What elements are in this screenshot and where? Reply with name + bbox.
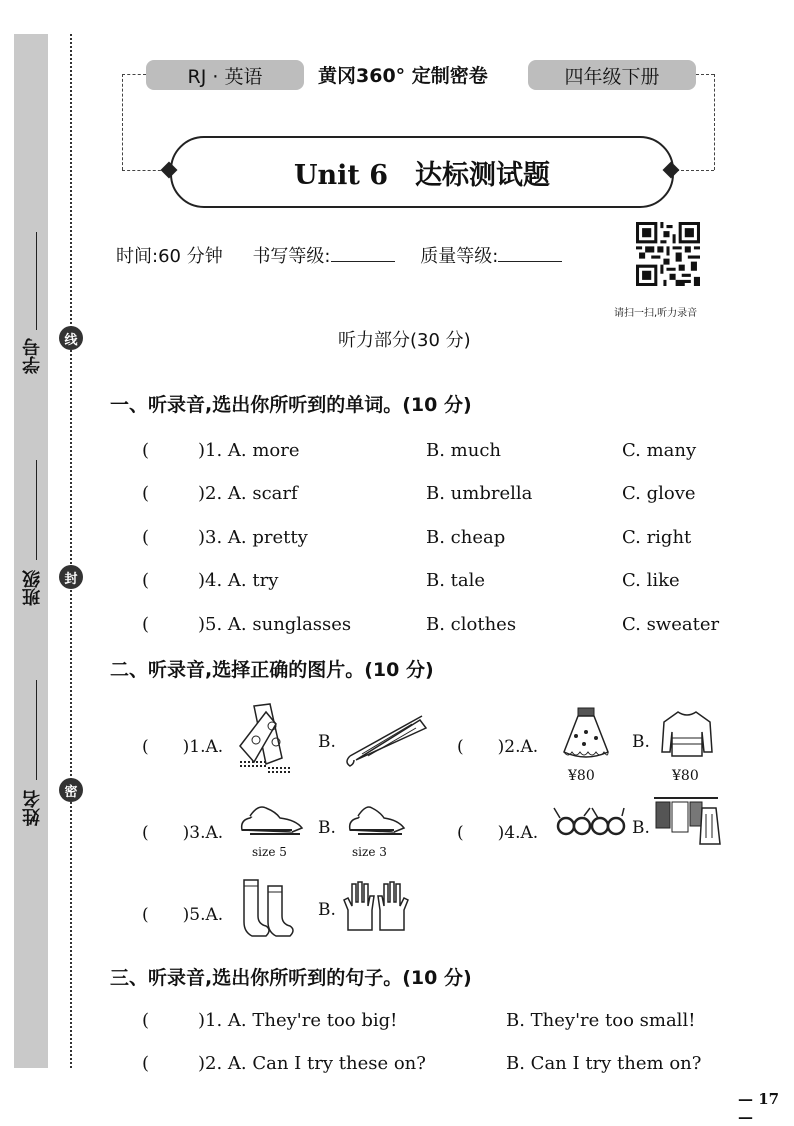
cut-line: [70, 34, 72, 1068]
option-a: )4. A. try: [198, 570, 279, 591]
option-b: B. They're too small!: [506, 1010, 696, 1031]
exam-meta: [116, 242, 582, 268]
qr-code-icon[interactable]: [636, 222, 700, 286]
answer-paren[interactable]: (: [142, 614, 150, 635]
q1-b-label: B.: [318, 732, 336, 752]
header-dash: [714, 74, 715, 170]
answer-paren[interactable]: (: [142, 570, 150, 591]
q4-label: ( )4.A.: [457, 823, 539, 843]
option-c: C. glove: [622, 483, 696, 504]
shoes-size3-icon[interactable]: [344, 800, 408, 840]
option-a: )3. A. pretty: [198, 527, 308, 548]
student-id-label: 学号: [22, 338, 43, 374]
seal-mark-secret: 密: [59, 778, 83, 802]
grade-badge: 四年级下册: [528, 60, 696, 90]
option-b: B. much: [426, 440, 502, 461]
option-a: )2. A. Can I try these on?: [198, 1053, 426, 1074]
student-id-blank: [36, 232, 37, 330]
subject-badge: RJ · 英语: [146, 60, 304, 90]
q3-label: ( )3.A.: [142, 823, 224, 843]
seal-mark-seal: 封: [59, 565, 83, 589]
writing-grade-blank[interactable]: [331, 247, 395, 262]
option-a: )1. A. They're too big!: [198, 1010, 398, 1031]
scarf-icon[interactable]: [232, 702, 300, 782]
glasses-icon[interactable]: [552, 806, 626, 838]
binding-strip: [14, 34, 48, 1068]
quality-grade-label: 质量等级:: [420, 246, 499, 267]
skirt-icon[interactable]: [556, 704, 616, 766]
header-dash: [676, 170, 714, 171]
class-label: 班级: [22, 570, 43, 606]
answer-paren[interactable]: (: [142, 483, 150, 504]
price-a: ¥80: [568, 768, 595, 784]
seal-mark-line: 线: [59, 326, 83, 350]
option-c: C. sweater: [622, 614, 720, 635]
gloves-icon[interactable]: [342, 880, 410, 936]
header-dash: [122, 74, 146, 75]
answer-paren[interactable]: (: [142, 1053, 150, 1074]
q5-label: ( )5.A.: [142, 905, 224, 925]
qr-caption: 请扫一扫,听力录音: [614, 308, 698, 319]
option-b: B. umbrella: [426, 483, 533, 504]
option-c: C. right: [622, 527, 692, 548]
q3-b-label: B.: [318, 818, 336, 838]
header-dash: [696, 74, 714, 75]
option-c: C. many: [622, 440, 697, 461]
clothes-rack-icon[interactable]: [650, 794, 722, 846]
series-title: 黄冈360° 定制密卷: [318, 65, 488, 87]
size-a: size 5: [252, 845, 287, 859]
section2-heading: 二、听录音,选择正确的图片。(10 分): [110, 659, 434, 681]
q2-label: ( )2.A.: [457, 737, 539, 757]
umbrella-icon[interactable]: [342, 712, 428, 768]
time-label: 时间:60 分钟: [116, 246, 223, 267]
option-c: C. like: [622, 570, 680, 591]
option-a: )2. A. scarf: [198, 483, 298, 504]
q1-label: ( )1.A.: [142, 737, 224, 757]
option-a: )5. A. sunglasses: [198, 614, 352, 635]
name-label: 姓名: [22, 790, 43, 826]
size-b: size 3: [352, 845, 387, 859]
option-b: B. clothes: [426, 614, 517, 635]
option-b: B. tale: [426, 570, 486, 591]
q5-b-label: B.: [318, 900, 336, 920]
header-dash: [122, 74, 123, 170]
price-b: ¥80: [672, 768, 699, 784]
section1-heading: 一、听录音,选出你所听到的单词。(10 分): [110, 394, 472, 416]
q2-b-label: B.: [632, 732, 650, 752]
name-blank: [36, 680, 37, 780]
socks-icon[interactable]: [238, 876, 298, 940]
option-b: B. cheap: [426, 527, 506, 548]
answer-paren[interactable]: (: [142, 440, 150, 461]
class-blank: [36, 460, 37, 560]
option-a: )1. A. more: [198, 440, 300, 461]
header-dash: [122, 170, 166, 171]
shoes-size5-icon[interactable]: [236, 800, 306, 840]
q4-b-label: B.: [632, 818, 650, 838]
answer-paren[interactable]: (: [142, 1010, 150, 1031]
answer-paren[interactable]: (: [142, 527, 150, 548]
sweater-icon[interactable]: [660, 708, 714, 760]
listening-part-title: 听力部分(30 分): [338, 330, 471, 351]
section3-heading: 三、听录音,选出你所听到的句子。(10 分): [110, 967, 472, 989]
page-number: — 17 —: [738, 1090, 780, 1126]
option-b: B. Can I try them on?: [506, 1053, 702, 1074]
writing-grade-label: 书写等级:: [252, 246, 331, 267]
page-title: Unit 6 达标测试题: [170, 136, 674, 208]
quality-grade-blank[interactable]: [498, 247, 562, 262]
